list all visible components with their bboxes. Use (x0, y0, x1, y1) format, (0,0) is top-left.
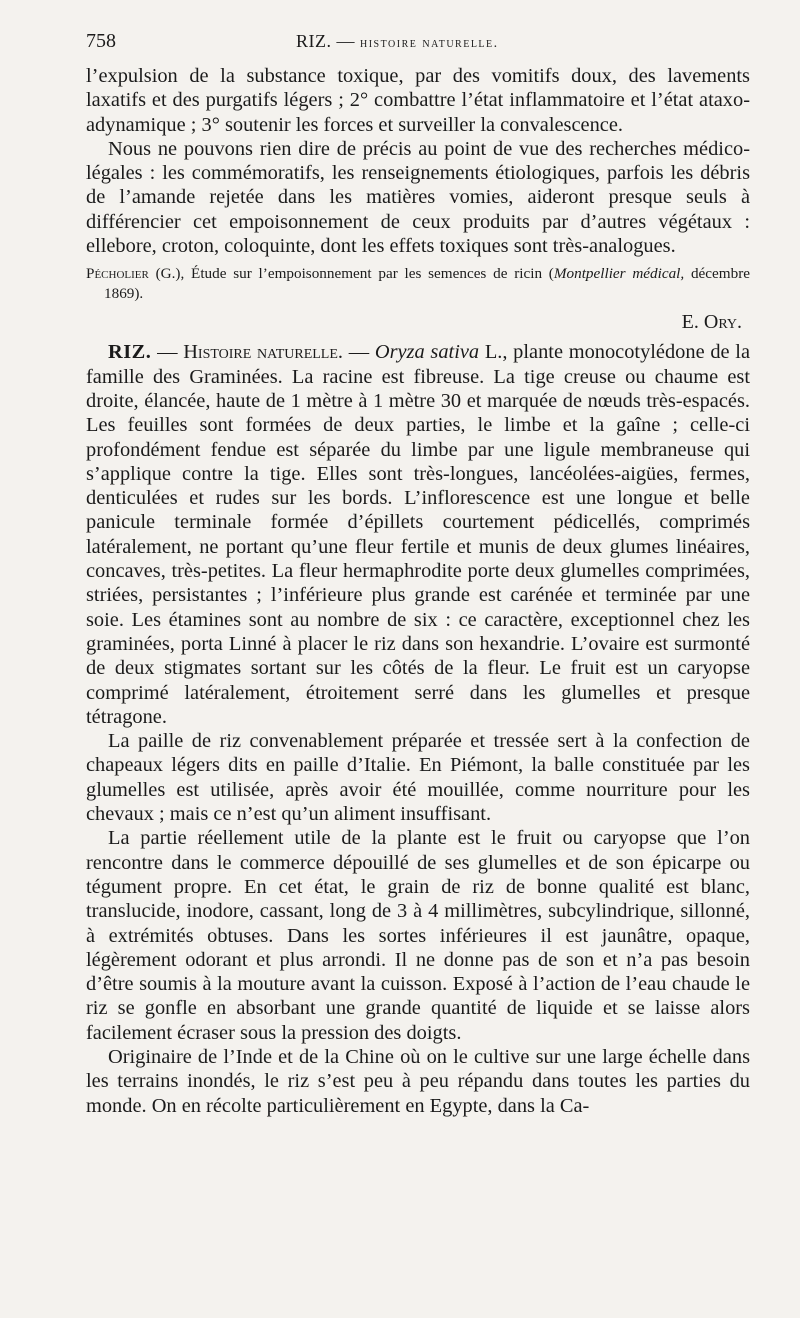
entry-dash-1: — (151, 341, 184, 364)
entry-latin-name: Oryza sativa (374, 341, 480, 364)
running-title-dash: — (331, 31, 360, 51)
paragraph-origine: Originaire de l’Inde et de la Chine où on le cultive sur une large échelle dans les terrains inondés, le riz s’est peu à peu répandu dans toutes les parties du monde. On en récolte particulièrement en Egypte, dans la Ca- (86, 1045, 750, 1117)
note-journal: Montpellier médical, (553, 265, 685, 283)
entry-headword: RIZ. (108, 341, 152, 364)
page-number: 758 (86, 30, 116, 52)
paragraph-continuation: l’expulsion de la substance toxique, par des vomitifs doux, des lavements laxatifs et des purgatifs légers ; 2° combattre l’état inflammatoire et l’état ataxo-adynamique ; 3° soutenir les forces et surveiller la convalescence. (86, 65, 750, 136)
note-end: décembre 1869). (104, 265, 750, 302)
running-head (86, 30, 750, 58)
entry-description: L., plante monocotylédone de la famille des Graminées. La racine est fibreuse. La tige creuse ou chaume est droite, élancée, haute de 1 mètre à 1 mètre 30 et marquée de nœuds très-espacés. Les feuilles sont formées de deux parties, le limbe et la gaîne ; celle-ci profondément fendue est séparée du limbe par une ligule membraneuse qui s’applique contre la tige. Elles sont très-longues, lancéolées-aigües, fermes, denticulées et rudes sur les bords. L’inflorescence est une longue et belle panicule terminale formée d’épillets courtement pédicellés, comprimés latéralement, ne portant qu’une fleur fertile et munis de deux glumes linéaires, concaves, très-petites. La fleur hermaphrodite porte deux glumelles comprimées, striées, persistantes ; l’inférieure plus grande est carénée et terminée par une soie. Les étamines sont au nombre de six : ce caractère, exceptionnel chez les graminées, porta Linné à placer le riz dans son hexandrie. L’ovaire est surmonté de deux stigmates sortant sur les côtés de la fleur. Le fruit est un caryopse comprimé latéralement, étroitement serré dans les glumelles et presque tétragone. (86, 341, 751, 728)
signature-rest: ry. (718, 311, 742, 334)
note-author: Pécholier (G.) (86, 265, 181, 283)
paragraph-medico-legal: Nous ne pouvons rien dire de précis au point de vue des recherches médico-légales : les commémoratifs, les renseignements étiologiques, parfois les débris de l’amande rejetée dans les matières vomies, aideront presque seuls à différencier cet empoisonnement de ceux produits par d’autres végétaux : ellebore, croton, coloquinte, dont les effets toxiques sont très-analogues. (86, 137, 750, 258)
entry-riz-histoire-naturelle (86, 340, 750, 729)
book-page (86, 30, 750, 1118)
running-title-section: histoire naturelle. (360, 36, 499, 51)
note-text: , Étude sur l’empoisonnement par les semences de ricin ( (180, 265, 554, 283)
paragraph-paille: La paille de riz convenablement préparée et tressée sert à la confection de chapeaux légers dits en paille d’Italie. En Piémont, la balle constituée par les glumelles est utilisée, après avoir été mouillée, comme nourriture pour les chevaux ; mais ce n’est qu’un aliment insuffisant. (86, 730, 750, 826)
signature-initial: E. O (681, 311, 719, 334)
running-title (296, 31, 499, 52)
running-title-main: RIZ. (296, 31, 332, 51)
entry-section: Histoire naturelle. (183, 341, 344, 364)
entry-dash-2: — (343, 341, 375, 364)
author-signature (86, 311, 750, 334)
paragraph-grain: La partie réellement utile de la plante est le fruit ou caryopse que l’on rencontre dans le commerce dépouillé de ses glumelles et de son épicarpe ou tégument propre. En cet état, le grain de riz de bonne qualité est blanc, translucide, inodore, cassant, long de 3 à 4 millimètres, subcylindrique, sillonné, à extrémités obtuses. Dans les sortes inférieures il est jaunâtre, opaque, légèrement odorant et plus arrondi. Il ne donne pas de son et n’a pas besoin d’être soumis à la mouture avant la cuisson. Exposé à l’action de l’eau chaude le riz se gonfle en absorbant une grande quantité de liquide et se laisse alors facilement écraser sous la pression des doigts. (86, 827, 750, 1044)
bibliographic-note (86, 264, 750, 303)
